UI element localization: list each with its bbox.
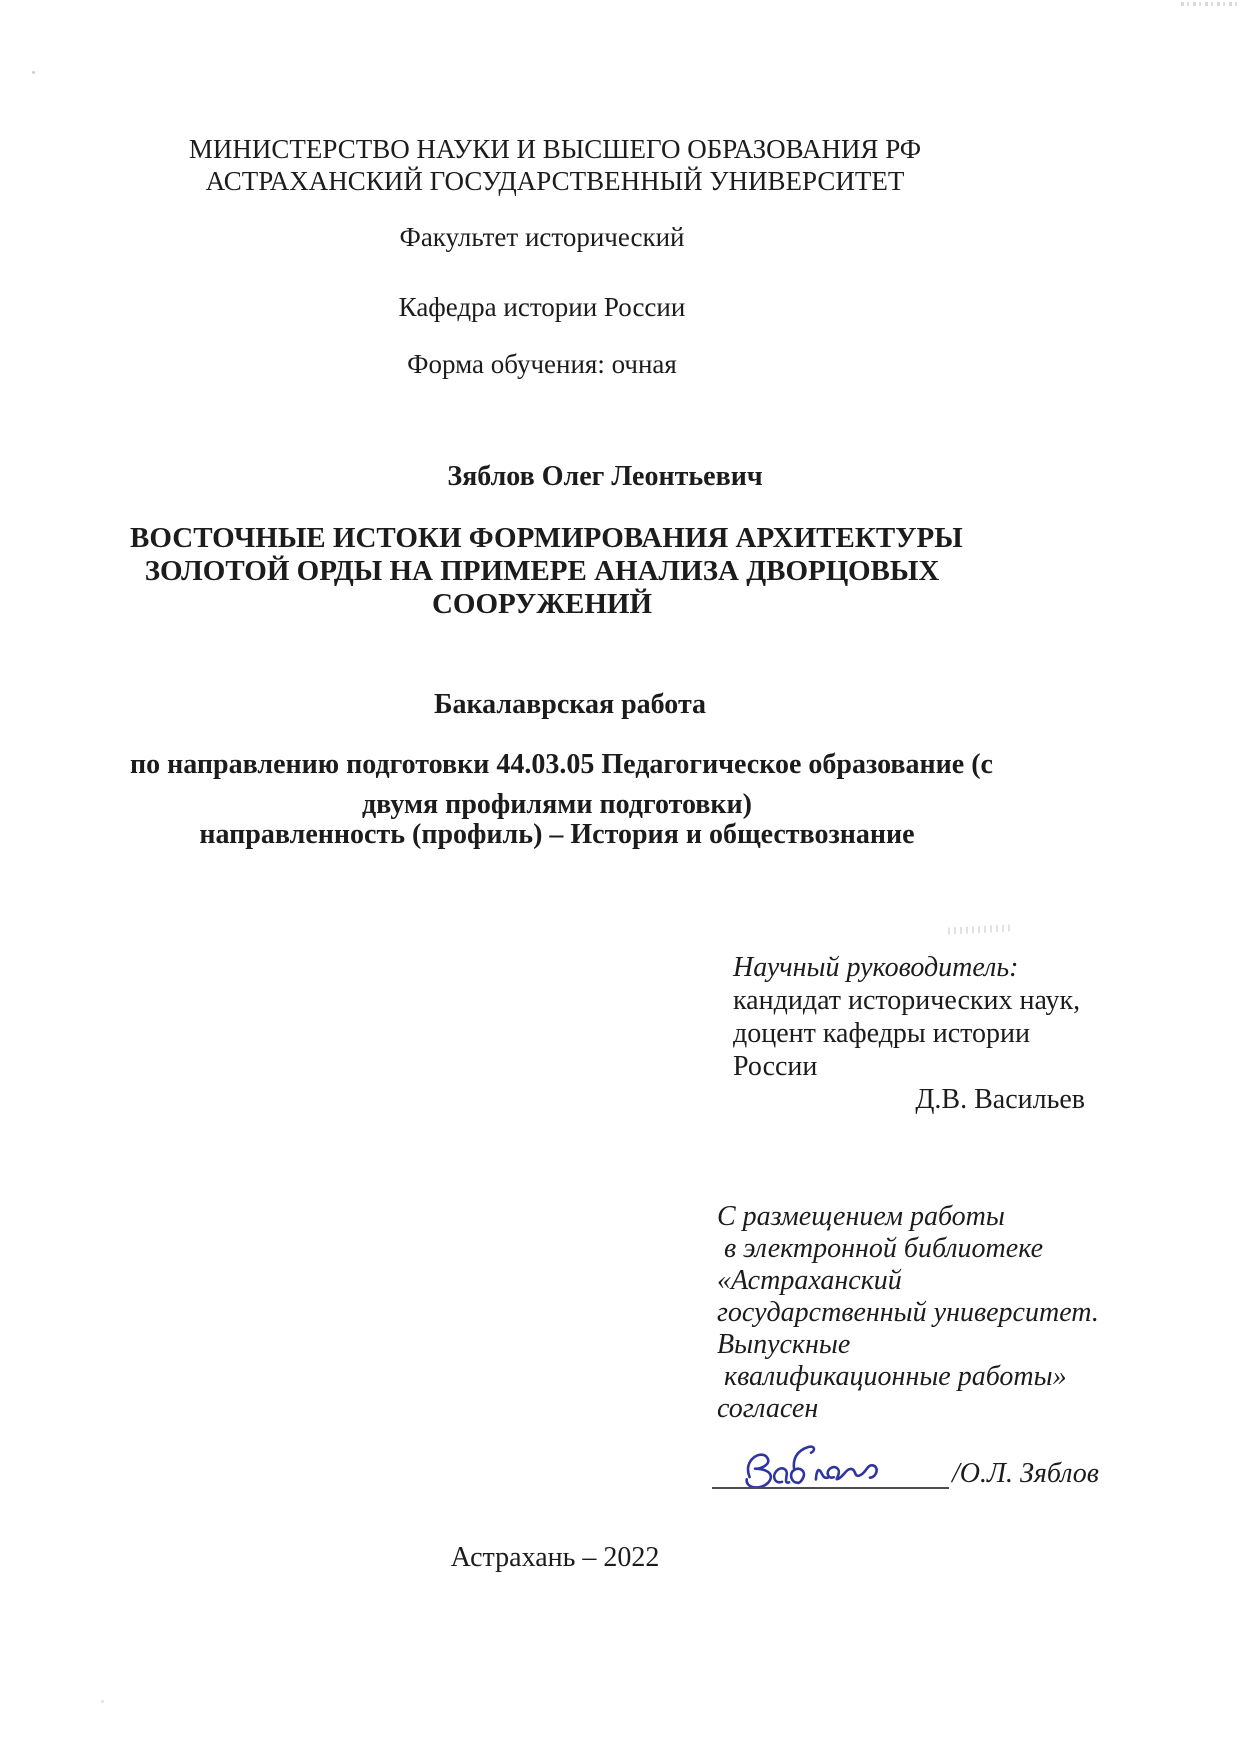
scan-artifact-dot	[32, 71, 35, 74]
signature-underline	[712, 1487, 949, 1489]
agreement-line-2: в электронной библиотеке	[717, 1233, 1044, 1264]
scan-artifact-top-right	[1181, 2, 1237, 6]
scan-artifact-smudge	[948, 924, 1010, 934]
agreement-line-5: Выпускные	[717, 1329, 851, 1360]
handwritten-signature	[733, 1440, 911, 1492]
supervisor-degree: кандидат исторических наук,	[733, 985, 1081, 1016]
agreement-line-7: согласен	[717, 1393, 819, 1424]
ministry-line-2: АСТРАХАНСКИЙ ГОСУДАРСТВЕННЫЙ УНИВЕРСИТЕТ	[205, 166, 905, 196]
thesis-title-line-2: ЗОЛОТОЙ ОРДЫ НА ПРИМЕРЕ АНАЛИЗА ДВОРЦОВЫХ	[144, 555, 940, 587]
supervisor-block	[717, 951, 1085, 1116]
program-line-3: направленность (профиль) – История и обществознание	[199, 819, 915, 850]
program-line-1: по направлению подготовки 44.03.05 Педагогическое образование (с	[130, 749, 993, 780]
thesis-title	[130, 522, 963, 621]
agreement-line-6: квалификационные работы»	[717, 1361, 1067, 1392]
agreement-line-1: С размещением работы	[717, 1201, 1005, 1232]
author-name: Зяблов Олег Леонтьевич	[447, 461, 763, 492]
supervisor-position-2: России	[733, 1051, 818, 1082]
work-type-line: Бакалаврская работа	[433, 689, 707, 720]
ministry-line-1: МИНИСТЕРСТВО НАУКИ И ВЫСШЕГО ОБРАЗОВАНИЯ РФ	[188, 134, 922, 164]
program-line-2: двумя профилями подготовки)	[362, 789, 752, 820]
study-form-line: Форма обучения: очная	[407, 349, 677, 379]
thesis-title-line-1: ВОСТОЧНЫЕ ИСТОКИ ФОРМИРОВАНИЯ АРХИТЕКТУРЫ	[130, 522, 963, 554]
scan-artifact-dot-bottom	[101, 1700, 104, 1703]
thesis-title-line-3: СООРУЖЕНИЙ	[431, 588, 653, 620]
city-year-line: Астрахань – 2022	[450, 1542, 660, 1573]
supervisor-label: Научный руководитель:	[733, 952, 1019, 983]
library-agreement-block	[717, 1201, 1117, 1425]
ministry-block	[130, 133, 980, 197]
supervisor-position: доцент кафедры истории	[733, 1018, 1030, 1049]
department-line: Кафедра истории России	[398, 292, 686, 322]
faculty-line: Факультет исторический	[399, 222, 685, 252]
agreement-line-3: «Астраханский	[717, 1265, 902, 1296]
signature-printed-name: /О.Л. Зяблов	[952, 1458, 1099, 1489]
supervisor-name: Д.В. Васильев	[915, 1084, 1085, 1115]
agreement-line-4: государственный университет.	[717, 1297, 1099, 1328]
